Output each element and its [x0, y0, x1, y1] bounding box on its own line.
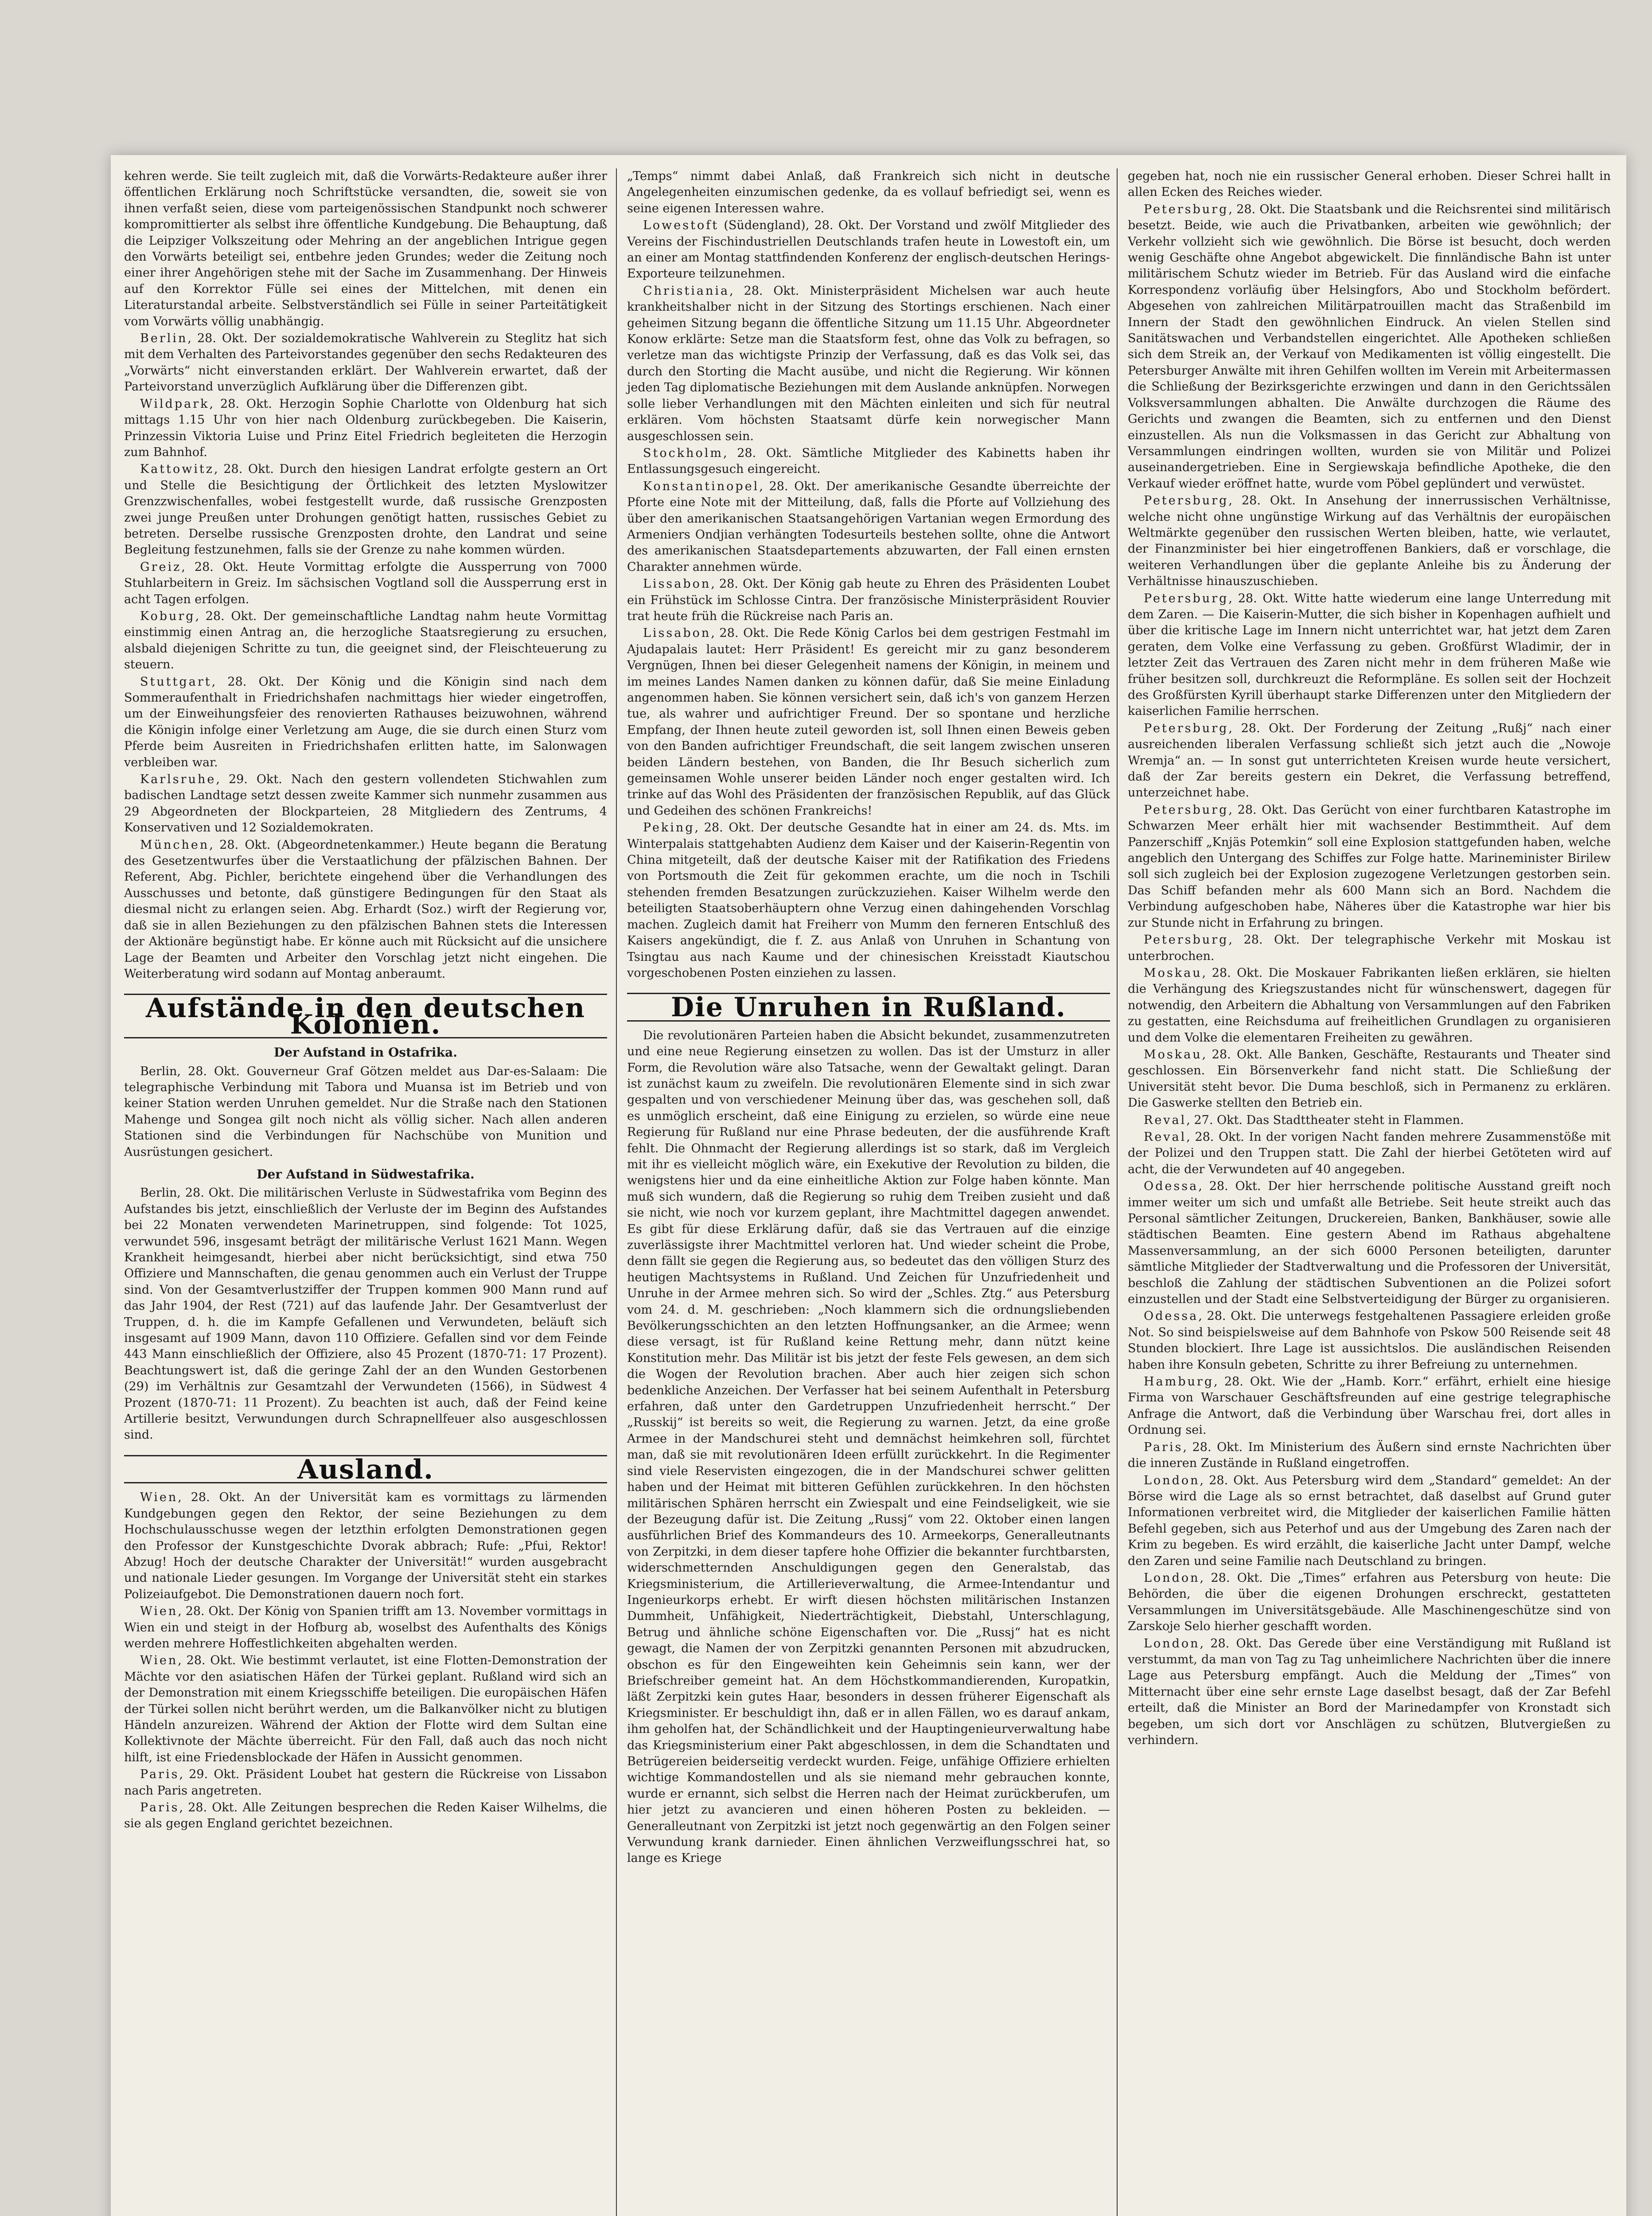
news-item-text: , 28. Okt. Der amerikanische Gesandte überreichte der Pforte eine Note mit der Mitteilung, daß, falls die Pforte auf Vollziehung des über den amerikanischen Staatsangehörigen Vartanian wegen Ermordung des Armeniers Ondjian verhängten Todesurteils bestehen sollte, ohne die Antwort des amerikanischen Staatsdepartements abzuwarten, der Fall einen ernsten Charakter annehmen würde. [627, 479, 1110, 574]
news-item [1128, 1570, 1611, 1635]
news-item [627, 445, 1110, 478]
news-item-text: , 28. Okt. Die „Times“ erfahren aus Petersburg von heute: Die Behörden, die über die eigenen Drohungen erschreckt, gestatteten Versammlungen im Universitätsgebäude. Alle Maschinengeschütze sind von Zarskoje Selo hierher geschafft worden. [1128, 1571, 1611, 1634]
news-item-text: , 28. Okt. In Ansehung der innerrussischen Verhältnisse, welche nicht ohne ungünstige Wirkung auf das Verhältnis der europäischen Weltmärkte gegenüber den russischen Werten bleiben, hatte, wie verlautet, der Finanzminister bei hier eingetroffenen Bankiers, daß er vorschlage, die weiteren Verhandlungen über die geplante Anleihe bis zu Änderung der Verhältnisse hinauszuschieben. [1128, 494, 1611, 589]
news-item [124, 1653, 607, 1766]
dateline-place: London [1144, 1636, 1200, 1650]
dateline-place: Lissabon [643, 577, 711, 591]
news-item [1128, 1473, 1611, 1569]
news-item-text: , 28. Okt. Im Ministerium des Äußern sind ernste Nachrichten über die inneren Zustände in Rußland eingetroffen. [1128, 1440, 1611, 1471]
news-item-text: , 28. Okt. Herzogin Sophie Charlotte von Oldenburg hat sich mittags 1.15 Uhr von hier nach Oldenburg zurückbegeben. Die Kaiserin, Prinzessin Viktoria Luise und Prinz Eitel Friedrich begleiteten die Herzogin zum Bahnhof. [124, 397, 607, 459]
news-item [124, 331, 607, 395]
news-item [1128, 1440, 1611, 1472]
article-paragraph: Berlin, 28. Okt. Gouverneur Graf Götzen meldet aus Dar-es-Salaam: Die telegraphische Verbindung mit Tabora und Muansa ist im Betrieb und von keiner Station werden Unruhen gemeldet. Nur die Straße nach den Stationen Mahenge und Songea gilt noch nicht als völlig sicher. Nach allen anderen Stationen sind die Verbindungen für Nachschübe von Munition und Ausrüstungen gesichert. [124, 1064, 607, 1159]
dateline-place: Lowestoft [643, 218, 719, 233]
dateline-place: Petersburg [1144, 721, 1229, 735]
dateline-place: Moskau [1144, 1047, 1202, 1061]
news-item-text: (Südengland), 28. Okt. Der Vorstand und zwölf Mitglieder des Vereins der Fischindustriellen Deutschlands trafen heute in Lowestoft ein, um an einer am Montag stattfindenden Konferenz der englisch-deutschen Herings-Exporteure teilzunehmen. [627, 218, 1110, 281]
news-item-text: , 28. Okt. Das Gerücht von einer furchtbaren Katastrophe im Schwarzen Meer erhält hier mit wachsender Bestimmtheit. Auf dem Panzerschiff „Knjäs Potemkin“ soll eine Explosion stattgefunden haben, welche angeblich den Untergang des Schiffes zur Folge hatte. Marineminister Birilew soll sich zugleich bei der Explosion zugezogene Verletzungen gestorben sein. Das Schiff befanden mehr als 600 Mann sich an Bord. Nachdem die Verbindung aufgeschoben habe, Näheres über die Katastrophe war hier bis zur Stunde nicht in Erfahrung zu bringen. [1128, 803, 1611, 930]
news-item-text: , 28. Okt. Der König von Spanien trifft am 13. November vormittags in Wien ein und steigt in der Hofburg ab, woselbst des Aufenthalts des Königs werden mehrere Hoffestlichkeiten abgehalten werden. [124, 1604, 607, 1650]
news-item-text: , 28. Okt. Alle Banken, Geschäfte, Restaurants und Theater sind geschlossen. Ein Börsenverkehr fand nicht statt. Die Schließung der Universität steht bevor. Die Duma beschloß, sich in Permanenz zu erklären. Die Gaswerke stellten den Betrieb ein. [1128, 1047, 1611, 1110]
news-item-text: , 28. Okt. Wie der „Hamb. Korr.“ erfährt, erhielt eine hiesige Firma von Warschauer Geschäftsfreunden auf eine gestrige telegraphische Anfrage die Antwort, daß die Verbindung über Warschau frei, dort alles in Ordnung sei. [1128, 1375, 1611, 1437]
section-heading-kolonien: Aufstände in den deutschen Kolonien. [145, 993, 586, 1040]
news-item [124, 396, 607, 461]
news-item [124, 461, 607, 558]
news-item [1128, 1374, 1611, 1439]
news-item-text: , 28. Okt. Wie bestimmt verlautet, ist eine Flotten-Demonstration der Mächte vor den asiatischen Häfen der Türkei geplant. Rußland wird sich an der Demonstration mit einem Kriegsschiffe beteiligen. Die europäischen Häfen der Türkei sollen nicht berührt werden, um die Balkanvölker nicht zu blutigen Händeln anzureizen. Während der Aktion der Flotte wird dem Sultan eine Kollektivnote der Mächte überreicht. Für den Fall, daß auch das noch nicht hilft, ist eine Friedensblockade der Häfen in Aussicht genommen. [124, 1654, 607, 1764]
dateline-place: Odessa [1144, 1309, 1199, 1323]
dateline-place: Paris [140, 1767, 179, 1782]
news-item-text: , 28. Okt. Die Staatsbank und die Reichsrentei sind militärisch besetzt. Beide, wie auch die Privatbanken, arbeiten wie gewöhnlich; der Verkehr vollzieht sich wie gewöhnlich. Die Börse ist besucht, doch werden wenig Geschäfte ohne Angebot abgewickelt. Die finnländische Bahn ist unter militärischem Schutz wieder im Betrieb. Für das Ausland wird die einfache Korrespondenz vorläufig über Helsingfors, Abo und Stockholm befördert. Abgesehen von zahlreichen Militärpatrouillen macht das Straßenbild im Innern der Stadt den gewöhnlichen Eindruck. An vielen Stellen sind Sanitätswachen und Verbandstellen eingerichtet. Alle Apotheken schließen sich dem Streik an, der Verkauf von Medikamenten ist völlig eingestellt. Die Petersburger Anwälte mit ihren Gehilfen wollten im Verein mit Arbeitermassen die Schließung der Bezirksgerichte erzwingen und dann in den Gerichtssälen Volksversammlungen abhalten. Die Anwälte durchzogen die Räume des Gerichts und zwangen die Beamten, sich zu entfernen und den Dienst einzustellen. Als nun die Volksmassen in das Gericht zur Abhaltung von Versammlungen eindringen wollten, wurden sie von Militär und Polizei auseinandergetrieben. Eine in Sergiewskaja befindliche Apotheke, die den Verkauf wieder eröffnet hatte, wurde vom Pöbel geplündert und verwüstet. [1128, 202, 1611, 491]
section-heading-kolonien-box [124, 994, 607, 1038]
dateline-place: Wien [140, 1604, 178, 1619]
news-item-text: , 28. Okt. Die Rede König Carlos bei dem gestrigen Festmahl im Ajudapalais lautet: Herr Präsident! Es gereicht mir zu ganz besonderem Vergnügen, Ihnen bei dieser Gelegenheit namens der Königin, in meinem und im meines Landes Namen danken zu können dafür, daß Sie meine Einladung angenommen haben. Sie können versichert sein, daß ich's von ganzem Herzen tue, als wahrer und aufrichtiger Freund. Der so spontane und herzliche Empfang, der Ihnen heute zuteil geworden ist, soll Ihnen einen Beweis geben von den Banden aufrichtiger Freundschaft, die seit langem zwischen unseren beiden Ländern bestehen, von Banden, die Ihr Besuch sicherlich zum gemeinsamen Wohle unserer beiden Länder noch enger gestalten wird. Ich trinke auf das Wohl des Präsidenten der französischen Republik, auf das Glück und Gedeihen des schönen Frankreichs! [627, 626, 1110, 818]
news-item [1128, 1129, 1611, 1178]
column-left [124, 168, 607, 1833]
news-item-text: , 28. Okt. Der König und die Königin sind nach dem Sommeraufenthalt in Friedrichshafen nachmittags hier wieder eingetroffen, um der Einweihungsfeier des renovierten Rathauses beizuwohnen, während die Königin infolge einer Verletzung am Auge, die sie durch einen Sturz vom Pferde beim Ausreiten in Friedrichshafen erlitten hatte, im Salonwagen verbleiben war. [124, 675, 607, 769]
article-paragraph: Die revolutionären Parteien haben die Absicht bekundet, zusammenzutreten und eine neue Regierung einsetzen zu wollen. Das ist der Umsturz in aller Form, die Revolution wäre also Tatsache, wenn der Gewaltakt gelingt. Daran ist zunächst kaum zu zweifeln. Die revolutionären Elemente sind in sich zwar gespalten und von verschiedener Meinung über das, was geschehen soll, daß es unmöglich erscheint, daß eine Einigung zu erzielen, so würde eine neue Regierung für Rußland nur eine Phrase bedeuten, der die ausführende Kraft fehlt. Die Ohnmacht der Regierung allerdings ist so stark, daß im Vergleich mit ihr es vielleicht möglich wäre, ein Exekutive der Revolution zu bilden, die wenigstens hier und da eine einheitliche Aktion zur Folge haben könnte. Man muß sich wundern, daß die Regierung so ruhig dem Treiben zusieht und daß sie nicht, wie noch vor kurzem geplant, ihre Machtmittel dagegen anwendet. Es gibt für diese Erklärung dafür, daß sie das Vertrauen auf die einzige zuverlässigste ihrer Machtmittel verloren hat. Und wieder scheint die Probe, denn fällt sie gegen die Regierung aus, so bedeutet das den völligen Sturz des heutigen Machtsystems in Rußland. Und Zeichen für Unzufriedenheit und Unruhe in der Armee mehren sich. So wird der „Schles. Ztg.“ aus Petersburg vom 24. d. M. geschrieben: „Noch klammern sich die ordnungsliebenden Bevölkerungsschichten an den letzten Hoffnungsanker, an die Armee; wenn diese versagt, ist für Rußland keine Rettung mehr, dann nützt keine Konstitution mehr. Das Militär ist bis jetzt der feste Fels gewesen, an dem sich die Wogen der Revolution brachen. Aber auch hier zeigen sich schon bedenkliche Anzeichen. Der Verfasser hat bei seinem Aufenthalt in Petersburg erfahren, daß unter den Gardetruppen Unzufriedenheit herrscht.“ Der „Russkij“ ist bereits so weit, die Regierung zu warnen. Jetzt, da eine große Armee in der Mandschurei steht und demnächst heimkehren soll, fürchtet man, daß sie mit revolutionären Ideen erfüllt zurückkehrt. In die Regimenter sind viele Reservisten eingezogen, die in der Mandschurei schwer gelitten haben und der Heimat mit bitteren Gefühlen zurückkehren. In den höchsten militärischen Sphären herrscht ein Zwiespalt und eine Feindseligkeit, wie sie der Bezeugung dafür ist. Die Zeitung „Russj“ vom 22. Oktober einen langen ausführlichen Brief des Kommandeurs des 10. Armeekorps, Generalleutnants von Zerpitzki, in dem dieser tapfere hohe Offizier die bekannter furchtbarsten, widerschmetternden Anschuldigungen gegen den Generalstab, das Kriegsministerium, die Artillerieverwaltung, die Armee-Intendantur und Ingenieurkorps erhebt. Er wirft diesen höchsten militärischen Instanzen Dummheit, Unfähigkeit, Niederträchtigkeit, Diebstahl, Unterschlagung, Betrug und ähnliche schöne Eigenschaften vor. Die „Russj“ hat es nicht gewagt, die Namen der von Zerpitzki genannten Personen mit abzudrucken, obschon es für den Eingeweihten kein Geheimnis sein kann, wer der Briefschreiber gemeint hat. An dem Höchstkommandierenden, Kuropatkin, läßt Zerpitzki kein gutes Haar, besonders in dessen früherer Eigenschaft als Kriegsminister. Er beschuldigt ihn, daß er in allen Fällen, wo es darauf ankam, ihm geholfen hat, der Schändlichkeit und der Hauptingenieurverwaltung habe das Kriegsministerium einer Pakt abgeschlossen, in dem die Schandtaten und Betrügereien beiderseitig verdeckt wurden. Feige, unfähige Offiziere erhielten wichtige Kommandostellen und als sie niemand mehr gebrauchen konnte, wurde er ernannt, sich selbst die Herren nach der Heimat zurückberufen, um hier jetzt zu avancieren und einen höheren Posten zu bekleiden. — Generalleutnant von Zerpitzki ist jetzt noch gegenwärtig an den Folgen seiner Verwundung krank darnieder. Einen ähnlichen Verzweiflungsschrei hat, so lange es Kriege [627, 1028, 1110, 1865]
dateline-place: Reval [1144, 1113, 1187, 1127]
subheading-ostafrika: Der Aufstand in Ostafrika. [274, 1045, 457, 1060]
news-item [1128, 721, 1611, 801]
dateline-place: Christiania [643, 284, 730, 298]
news-item [1128, 1636, 1611, 1749]
news-item-text: , 27. Okt. Das Stadttheater steht in Flammen. [1186, 1113, 1464, 1127]
news-item [124, 772, 607, 836]
news-item [627, 820, 1110, 981]
dateline-place: Petersburg [1144, 202, 1229, 216]
dateline-place: Moskau [1144, 966, 1202, 980]
dateline-place: Odessa [1144, 1179, 1199, 1194]
news-item-text: , 28. Okt. Das Gerede über eine Verständigung mit Rußland ist verstummt, da man von Tag zu Tag unheimlichere Nachrichten über die innere Lage aus Petersburg empfängt. Auch die Meldung der „Times“ von Mitternacht über eine sehr ernste Lage daselbst besagt, daß der Zar Befehl erteilt, daß die Minister an Bord der Marinedampfer von Kronstadt sich begeben, um sich dort vor Anschlägen zu schützen, Blutvergießen zu verhindern. [1128, 1636, 1611, 1747]
dateline-place: Konstantinopel [643, 479, 760, 493]
dateline-place: Kattowitz [140, 462, 214, 476]
news-item-text: , 28. Okt. Sämtliche Mitglieder des Kabinetts haben ihr Entlassungsgesuch eingereicht. [627, 446, 1110, 476]
news-item-text: , 28. Okt. Die Moskauer Fabrikanten ließen erklären, sie hielten die Verhängung des Kriegszustandes nicht für wünschenswert, dagegen für notwendig, den Arbeitern die Abhaltung von Versammlungen auf den Fabriken zu gestatten, eine Reichsduma auf freiheitlichen Grundlagen zu organisieren und dem Volke die elementaren Freiheiten zu gewähren. [1128, 966, 1611, 1045]
news-item-text: , 28. Okt. Der hier herrschende politische Ausstand greift noch immer weiter um sich und umfaßt alle Betriebe. Seit heute streikt auch das Personal sämtlicher Zeitungen, Druckereien, Banken, Bankhäuser, sowie alle städtischen Beamten. Eine gestern Abend im Rathaus abgehaltene Massenversammlung, an der sich 6000 Personen beteiligten, darunter sämtliche Mitglieder der Stadtverwaltung und die Professoren der Universität, beschloß die Zahlung der städtischen Subventionen an die Polizei sofort einzustellen und der Stadt eine Selbstverteidigung der Bürger zu organisieren. [1128, 1179, 1611, 1307]
dateline-place: Greiz [140, 560, 182, 574]
news-item-text: , 28. Okt. Ministerpräsident Michelsen war auch heute krankheitshalber nicht in der Sitzung des Stortings erschienen. Nach einer geheimen Sitzung begann die öffentliche Sitzung um 11.15 Uhr. Abgeordneter Konow erklärte: Setze man die Staatsform fest, ohne das Volk zu befragen, so verletze man das wichtigste Prinzip der Verfassung, daß es das Volk sei, das durch den Storting die Macht ausübe, und nicht die Regierung. Wir können jeden Tag diplomatische Beziehungen mit dem Auslande anknüpfen. Norwegen solle lieber Verhandlungen mit den Mächten einleiten und sich für neutral erklären. Vom höchsten Staatsamt dürfe kein norwegischer Mann ausgeschlossen sein. [627, 284, 1110, 443]
news-item [1128, 932, 1611, 964]
article-paragraph: gegeben hat, noch nie ein russischer General erhoben. Dieser Schrei hallt in allen Ecken des Reiches wieder. [1128, 169, 1611, 199]
dateline-place: Petersburg [1144, 803, 1229, 817]
news-item [1128, 965, 1611, 1046]
section-heading-ausland: Ausland. [297, 1454, 434, 1485]
news-item [627, 576, 1110, 624]
news-item-text: , 28. Okt. In der vorigen Nacht fanden mehrere Zusammenstöße mit der Polizei und den Truppen statt. Die Zahl der hierbei Getöteten wird auf acht, die der Verwundeten auf 40 angegeben. [1128, 1130, 1611, 1176]
news-item [1128, 591, 1611, 720]
news-item-text: , 29. Okt. Präsident Loubet hat gestern die Rückreise von Lissabon nach Paris angetreten. [124, 1767, 607, 1798]
news-item-text: , 28. Okt. Der sozialdemokratische Wahlverein zu Steglitz hat sich mit dem Verhalten des Parteivorstandes gegenüber den sechs Redakteuren des „Vorwärts“ nicht einverstanden erklärt. Der Wahlverein erwartet, daß der Parteivorstand unverzüglich Aufklärung über die Differenzen gibt. [124, 332, 607, 394]
news-item [124, 1800, 607, 1832]
news-item [1128, 493, 1611, 589]
news-item-text: , 28. Okt. Der gemeinschaftliche Landtag nahm heute Vormittag einstimmig einen Antrag an, die herzogliche Staatsregierung zu ersuchen, alsbald diejenigen Schritte zu tun, die geeignet sind, der Fleischteuerung zu steuern. [124, 609, 607, 672]
news-item-text: , 28. Okt. Heute Vormittag erfolgte die Aussperrung von 7000 Stuhlarbeitern in Greiz. Im sächsischen Vogtland soll die Aussperrung erst in acht Tagen erfolgen. [124, 560, 607, 606]
news-item [124, 559, 607, 608]
news-item [1128, 1112, 1611, 1128]
news-item-text: , 28. Okt. Die unterwegs festgehaltenen Passagiere erleiden große Not. So sind beispielsweise auf dem Bahnhofe von Pskow 500 Reisende seit 48 Stunden blockiert. Ihre Lage ist aussichtslos. Die ausländischen Reisenden haben ihre Konsuln gebeten, Schritte zu ihrer Befreiung zu unternehmen. [1128, 1309, 1611, 1372]
news-item [124, 1490, 607, 1603]
dateline-place: Peking [643, 821, 695, 835]
dateline-place: Wildpark [140, 397, 210, 411]
news-item-text: , 28. Okt. (Abgeordnetenkammer.) Heute begann die Beratung des Gesetzentwurfes über die Verstaatlichung der pfälzischen Bahnen. Der Referent, Abg. Pichler, berichtete eingehend über die Verhandlungen des Ausschusses und betonte, daß günstigere Bedingungen für den Staat als diesmal nicht zu erlangen seien. Abg. Erhardt (Soz.) wirft der Regierung vor, daß sie in allen Beziehungen zu den pfälzischen Bahnen stets die Interessen der Aktionäre begünstigt habe. Er könne auch mit Rücksicht auf die unsichere Lage der Beamten und Arbeiter den Vorschlag jetzt nicht eingehen. Die Weiterberatung wird sodann auf Montag anberaumt. [124, 838, 607, 981]
news-item [627, 283, 1110, 445]
news-item [1128, 202, 1611, 492]
article-paragraph: „Temps“ nimmt dabei Anlaß, daß Frankreich sich nicht in deutsche Angelegenheiten einzumischen gedenke, da es vollauf befriedigt sei, wenn es seine eigenen Interessen wahre. [627, 169, 1110, 215]
article-paragraph: Berlin, 28. Okt. Die militärischen Verluste in Südwestafrika vom Beginn des Aufstandes bis jetzt, einschließlich der Verluste der im Beginn des Aufstandes bei 22 Monaten verwendeten Marinetruppen, sind folgende: Tot 1025, verwundet 596, insgesamt beträgt der militärische Verlust 1621 Mann. Wegen Krankheit heimgesandt, hierbei aber nicht berücksichtigt, sind etwa 750 Offiziere und Mannschaften, die genau genommen auch ein Verlust der Truppe sind. Von der Gesamtverlustziffer der Truppen kommen 900 Mann rund auf das Jahr 1904, der Rest (721) auf das laufende Jahr. Der Gesamtverlust der Truppen, d. h. die im Kampfe Gefallenen und Verwundeten, beläuft sich insgesamt auf 1909 Mann, davon 110 Offiziere. Gefallen sind vor dem Feinde 443 Mann einschließlich der Offiziere, also 45 Prozent (1870-71: 17 Prozent). Beachtungswert ist, daß die geringe Zahl der an den Wunden Gestorbenen (29) im Verhältnis zur Gesamtzahl der Verwundeten (1566), in Südwest 4 Prozent (1870-71: 11 Prozent). Zu beachten ist auch, daß der Feind keine Artillerie besitzt, Verwundungen durch Schrapnellfeuer also ausgeschlossen sind. [124, 1186, 607, 1442]
news-item-text: , 28. Okt. Der telegraphische Verkehr mit Moskau ist unterbrochen. [1128, 933, 1611, 963]
news-item [124, 674, 607, 771]
news-item-text: , 28. Okt. Der Forderung der Zeitung „Rußj“ nach einer ausreichenden liberalen Verfassung schließt sich jetzt auch die „Nowoje Wremja“ an. — In sonst gut unterrichteten Kreisen wurde heute versichert, daß der Zar bereits gestern ein Dekret, die Verfassung betreffend, unterzeichnet habe. [1128, 721, 1611, 800]
dateline-place: Paris [1144, 1440, 1183, 1454]
news-item-text: , 28. Okt. Aus Petersburg wird dem „Standard“ gemeldet: An der Börse wird die Lage als so ernst betrachtet, daß daselbst auf Grund guter Informationen verbreitet wird, die Mitglieder der kaiserlichen Familie hätten Befehl gegeben, sich aus Peterhof und aus der Umgebung des Zaren nach der Krim zu begeben. Es wird erzählt, die kaiserliche Jacht unter Dampf, welche den Zaren und seine Familie nach Deutschland zu bringen. [1128, 1473, 1611, 1568]
news-item [627, 625, 1110, 819]
news-item-text: , 28. Okt. An der Universität kam es vormittags zu lärmenden Kundgebungen gegen den Rektor, der seine Beziehungen zu dem Hochschulausschusse wegen der letzthin erfolgten Demonstrationen gegen den Professor der Kunstgeschichte Dvorak abbrach; Rufe: „Pfui, Rektor! Abzug! Hoch der deutsche Charakter der Universität!“ wurden ausgebracht und nationale Lieder gesungen. Im Vorgange der Universität steht ein starkes Polizeiaufgebot. Die Demonstrationen dauern noch fort. [124, 1490, 607, 1601]
news-item [1128, 802, 1611, 931]
dateline-place: Wien [140, 1654, 178, 1668]
news-item [1128, 1308, 1611, 1373]
dateline-place: Koburg [140, 609, 195, 623]
section-heading-russland-box [627, 993, 1110, 1021]
dateline-place: London [1144, 1473, 1200, 1487]
subheading-suedwestafrika: Der Aufstand in Südwestafrika. [257, 1167, 475, 1182]
dateline-place: Lissabon [643, 626, 711, 640]
dateline-place: München [140, 838, 210, 852]
news-item-text: , 28. Okt. Der König gab heute zu Ehren des Präsidenten Loubet ein Frühstück im Schlosse Cintra. Der französische Ministerpräsident Rouvier trat heute früh die Rückreise nach Paris an. [627, 577, 1110, 623]
column-rule [616, 168, 617, 2216]
column-right [1128, 168, 1611, 1749]
dateline-place: Stuttgart [140, 675, 212, 689]
article-paragraph: kehren werde. Sie teilt zugleich mit, daß die Vorwärts-Redakteure außer ihrer öffentlichen Erklärung noch Schriftstücke versandten, die, soweit sie von ihnen verfaßt seien, diese vom parteigenössischen Standpunkt noch schwerer kompromittierter als selbst ihre öffentliche Kundgebung. Die Behauptung, daß die Leipziger Volkszeitung oder Mehring an der angeblichen Intrigue gegen den Vorwärts beteiligt sei, entbehre jeden Grundes; weder die Zeitung noch einer ihrer Angehörigen stehe mit der Sache im Zusammenhang. Der Hinweis auf den Korrektor Fülle sei eines der Mittelchen, mit denen ein Literaturstandal arbeite. Selbstverständlich sei Fülle in seiner Parteitätigkeit vom Vorwärts völlig unabhängig. [124, 169, 607, 328]
dateline-place: Wien [140, 1490, 178, 1505]
news-item [627, 479, 1110, 575]
news-item [1128, 1178, 1611, 1307]
news-item [1128, 1047, 1611, 1112]
news-item-text: , 29. Okt. Nach den gestern vollendeten Stichwahlen zum badischen Landtage setzt dessen zweite Kammer sich nunmehr zusammen aus 29 Abgeordneten der Blockparteien, 28 Mitgliedern des Zentrums, 4 Konservativen und 12 Sozialdemokraten. [124, 772, 607, 835]
dateline-place: Hamburg [1144, 1375, 1214, 1389]
dateline-place: Petersburg [1144, 494, 1229, 508]
section-heading-russland: Die Unruhen in Rußland. [671, 992, 1066, 1023]
news-item [124, 609, 607, 673]
dateline-place: Karlsruhe [140, 772, 216, 787]
dateline-place: London [1144, 1571, 1200, 1585]
dateline-place: Stockholm [643, 446, 723, 460]
news-item-text: , 28. Okt. Alle Zeitungen besprechen die Reden Kaiser Wilhelms, die sie als gegen England gerichtet bezeichnen. [124, 1801, 607, 1831]
news-item-text: , 28. Okt. Der deutsche Gesandte hat in einer am 24. ds. Mts. im Winterpalais stattgehabten Audienz dem Kaiser und der Kaiserin-Regentin von China mitgeteilt, daß der deutsche Kaiser mit der Ratifikation des Friedens von Portsmouth die Zeit für gekommen erachte, um die noch in Tschili stehenden fremden Besatzungen zurückzuziehen. Kaiser Wilhelm werde den beteiligten Staatsoberhäuptern ohne Verzug einen dahingehenden Vorschlag machen. Zugleich damit hat Freiherr von Mumm den ferneren Entschluß des Kaisers angekündigt, die f. Z. aus Anlaß von Unruhen in Schantung von Tsingtau aus nach Kaume und der chinesischen Kreisstadt Kiautschou vorgeschobenen Posten einziehen zu lassen. [627, 821, 1110, 980]
news-item-text: , 28. Okt. Durch den hiesigen Landrat erfolgte gestern an Ort und Stelle die Besichtigung der Örtlichkeit des letzten Myslowitzer Grenzzwischenfalles, wobei festgestellt wurde, daß russische Grenzposten zwei junge Preußen unter Drohungen genötigt hatten, russisches Gebiet zu betreten. Derselbe russische Grenzposten drohte, den Landrat und seine Begleitung festzunehmen, falls sie der Grenze zu nahe kommen würden. [124, 462, 607, 557]
news-item [124, 1767, 607, 1799]
section-heading-ausland-box [124, 1455, 607, 1483]
news-item [124, 837, 607, 983]
dateline-place: Petersburg [1144, 933, 1229, 947]
news-item [627, 218, 1110, 282]
news-item-text: , 28. Okt. Witte hatte wiederum eine lange Unterredung mit dem Zaren. — Die Kaiserin-Mutter, die sich bisher in Kopenhagen aufhielt und über die kritische Lage im Innern nicht unterrichtet war, hat jetzt dem Zaren geraten, dem Volke eine Verfassung zu geben. Großfürst Wladimir, der in letzter Zeit das Vertrauen des Zaren nicht mehr in dem früheren Maße wie früher besitzen soll, durchkreuzt die Reformpläne. Es sollen seit der Hochzeit des Großfürsten Kyrill überhaupt starke Differenzen unter den Mitgliedern der kaiserlichen Familie herrschen. [1128, 591, 1611, 718]
news-item [124, 1603, 607, 1652]
column-rule [1117, 168, 1118, 2216]
dateline-place: Paris [140, 1801, 179, 1814]
newspaper-page [111, 155, 1626, 2216]
dateline-place: Berlin [140, 332, 188, 346]
dateline-place: Petersburg [1144, 591, 1229, 605]
dateline-place: Reval [1144, 1130, 1187, 1144]
column-middle [627, 168, 1110, 1868]
